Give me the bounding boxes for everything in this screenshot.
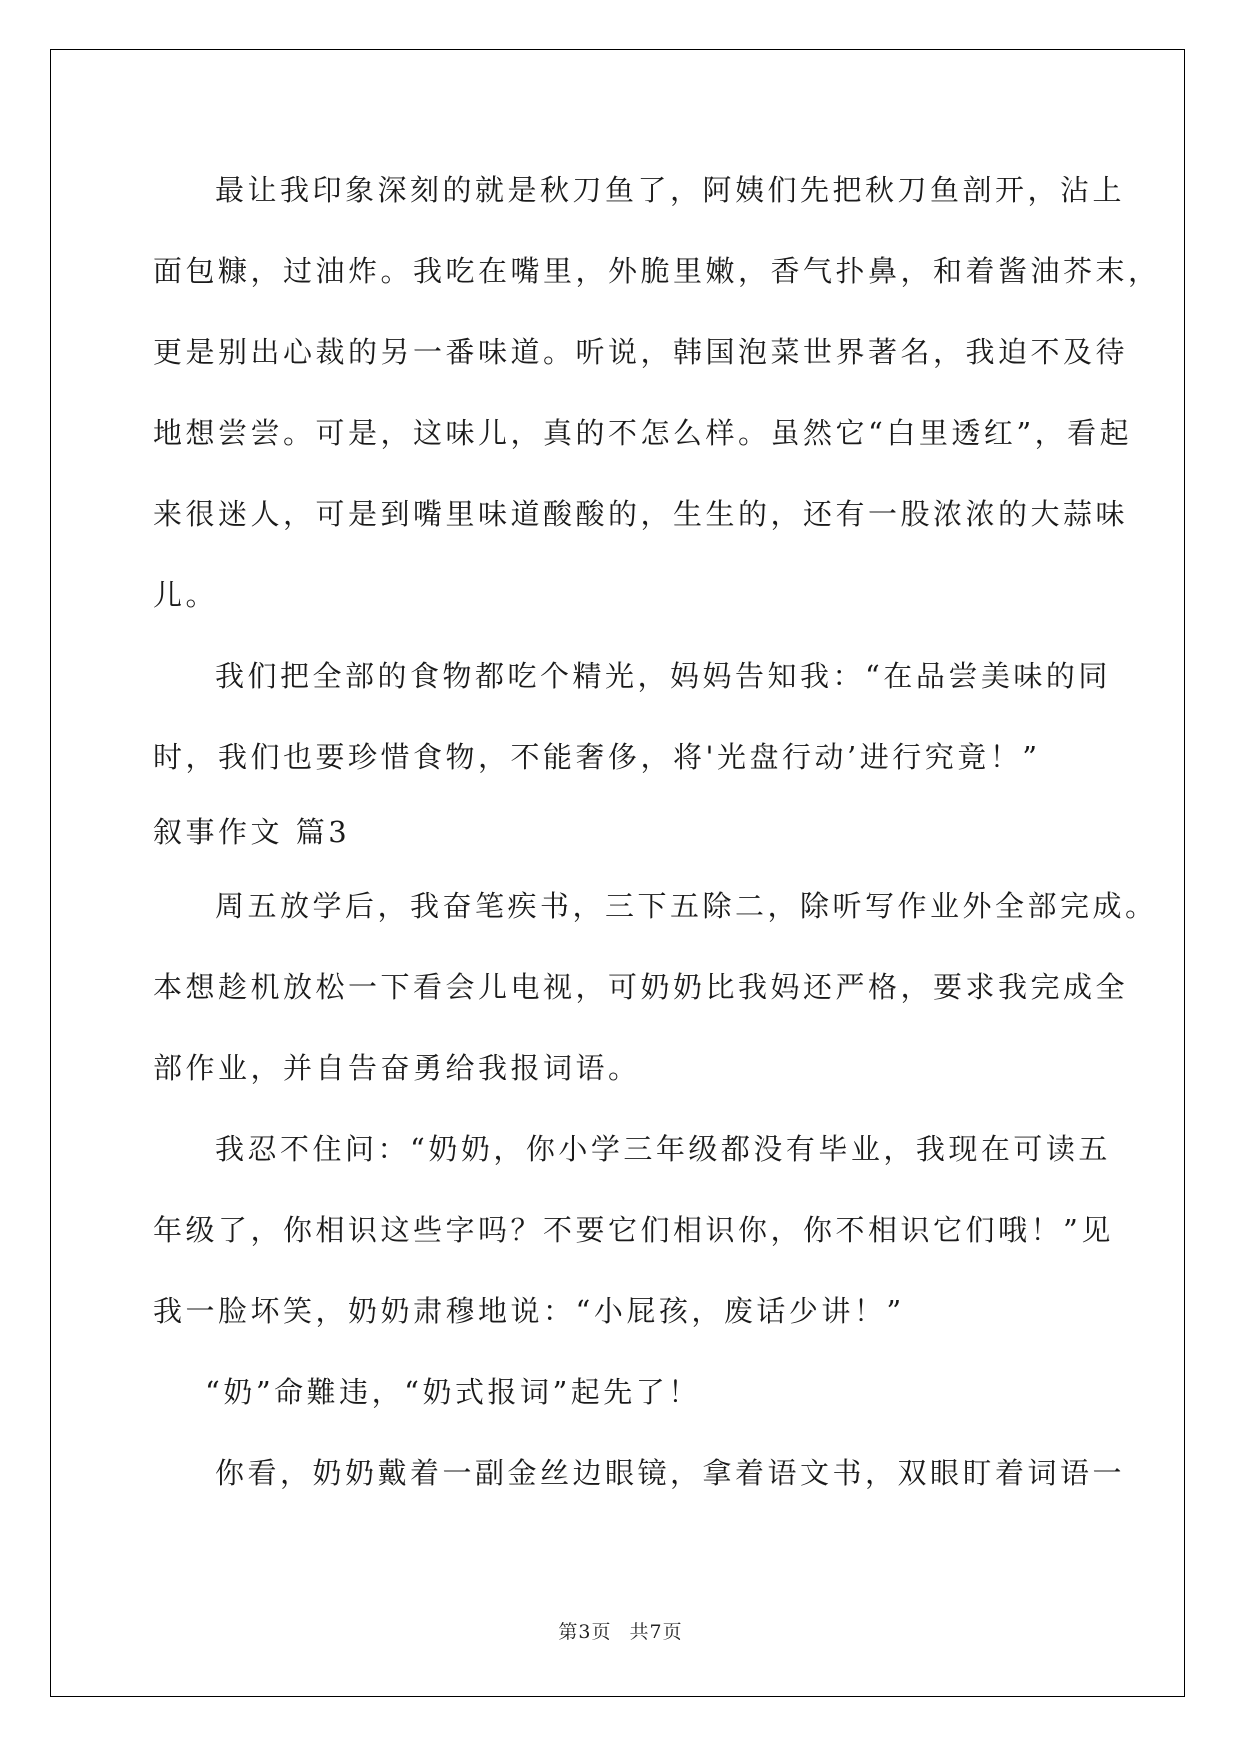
section-heading: 叙事作文 篇3 bbox=[153, 815, 351, 849]
paragraph-line: 本想趁机放松一下看会儿电视，可奶奶比我妈还严格，要求我完成全 bbox=[153, 970, 1129, 1004]
paragraph-line: 最让我印象深刻的就是秋刀鱼了，阿姨们先把秋刀鱼剖开，沾上 bbox=[215, 173, 1126, 207]
paragraph-line: 我忍不住问：“奶奶，你小学三年级都没有毕业，我现在可读五 bbox=[215, 1132, 1111, 1166]
paragraph-line: 更是别出心裁的另一番味道。听说，韩国泡菜世界著名，我迫不及待 bbox=[153, 335, 1129, 369]
paragraph-line: 我一脸坏笑，奶奶肃穆地说：“小屁孩，废话少讲！” bbox=[153, 1294, 905, 1328]
document-body bbox=[153, 150, 1161, 1514]
paragraph-line: 你看，奶奶戴着一副金丝边眼镜，拿着语文书，双眼盯着词语一 bbox=[215, 1456, 1126, 1490]
paragraph-line: 时，我们也要珍惜食物，不能奢侈，将'光盘行动’进行究竟！” bbox=[153, 740, 1041, 774]
paragraph-line: 地想尝尝。可是，这味儿，真的不怎么样。虽然它“白里透红”，看起 bbox=[153, 416, 1133, 450]
paragraph-line: 部作业，并自告奋勇给我报词语。 bbox=[153, 1051, 641, 1085]
page-footer bbox=[0, 1617, 1241, 1644]
page-number: 第3页 bbox=[558, 1621, 612, 1643]
paragraph-line: 周五放学后，我奋笔疾书，三下五除二，除听写作业外全部完成。 bbox=[215, 889, 1158, 923]
paragraph-line: 来很迷人，可是到嘴里味道酸酸的，生生的，还有一股浓浓的大蒜味 bbox=[153, 497, 1129, 531]
page-total: 共7页 bbox=[629, 1621, 683, 1643]
paragraph-line: 面包糠，过油炸。我吃在嘴里，外脆里嫩，香气扑鼻，和着酱油芥末， bbox=[153, 254, 1161, 288]
paragraph-line: 儿。 bbox=[153, 578, 219, 612]
paragraph-line: “奶”命難违，“奶式报词”起先了！ bbox=[205, 1375, 701, 1409]
paragraph-line: 年级了，你相识这些字吗？不要它们相识你，你不相识它们哦！”见 bbox=[153, 1213, 1114, 1247]
paragraph-line: 我们把全部的食物都吃个精光，妈妈告知我：“在品尝美味的同 bbox=[215, 659, 1111, 693]
